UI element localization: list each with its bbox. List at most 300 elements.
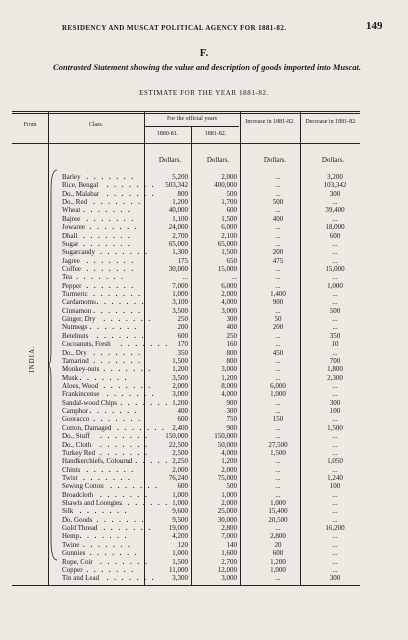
row-class-label: Do., Cloth — [62, 440, 92, 449]
unit-col-1: Dollars. — [158, 156, 182, 164]
row-value-1880-81: 40,000 — [168, 206, 188, 215]
row-decrease: 600 — [329, 231, 341, 240]
row-decrease: ... — [332, 549, 338, 558]
row-decrease: ... — [332, 323, 338, 332]
row-decrease: ... — [332, 507, 338, 516]
row-value-1880-81: 2,400 — [172, 423, 188, 432]
row-increase: ... — [275, 281, 281, 290]
row-increase: 15,400 — [268, 507, 288, 516]
leader-dots: . . . . . . . — [83, 473, 132, 482]
row-value-1880-81: 7,000 — [172, 281, 188, 290]
row-class-label: Sandal-wood Chips — [62, 398, 118, 407]
row-value-1880-81: 600 — [177, 415, 188, 424]
row-decrease: ... — [332, 465, 338, 474]
row-increase: 1,200 — [270, 557, 286, 566]
row-class-label: Gold Thread — [62, 524, 98, 533]
row-increase: 1,000 — [270, 565, 286, 574]
row-class-label: Nutmegs — [62, 323, 88, 332]
row-class-label: Do., Stuff — [62, 432, 90, 441]
row-value-1881-82: 750 — [226, 415, 237, 424]
row-value-1881-82: 75,000 — [217, 473, 237, 482]
row-decrease: 15,000 — [325, 264, 345, 273]
row-class-label: Aloes, Wood — [62, 382, 99, 390]
section-letter: F. — [199, 47, 209, 59]
row-value-1881-82: 65,000 — [217, 239, 237, 248]
row-decrease: 1,000 — [327, 281, 343, 290]
row-value-1881-82: 600 — [226, 206, 237, 215]
leader-dots: . . . . . . . — [100, 557, 149, 566]
row-class-label: Cinnamon — [62, 306, 92, 315]
row-value-1880-81: 1,500 — [172, 557, 188, 566]
row-increase: 450 — [272, 348, 284, 357]
row-value-1881-82: 25,000 — [217, 507, 237, 516]
row-increase: 2,800 — [270, 532, 286, 541]
row-decrease: 1,500 — [327, 423, 343, 432]
row-decrease: ... — [332, 214, 338, 223]
unit-col-2: Dollars. — [206, 156, 230, 164]
row-increase: 20,500 — [268, 515, 288, 524]
row-increase: ... — [275, 356, 281, 365]
leader-dots: . . . . . . . — [120, 499, 170, 508]
leader-dots: . . . . . . . — [106, 574, 156, 583]
row-class-label: Cardamoms — [62, 298, 96, 307]
row-decrease: ... — [332, 390, 338, 399]
row-value-1880-81: 400 — [177, 407, 188, 416]
row-value-1881-82: 2,000 — [221, 499, 237, 508]
row-increase: ... — [275, 524, 281, 533]
row-increase: 500 — [272, 198, 284, 207]
row-class-label: Cocoanuts, Fresh — [62, 340, 111, 349]
row-decrease: 2,300 — [327, 373, 343, 382]
row-class-label: Rope, Coir — [62, 557, 93, 566]
row-class-label: Jowaree — [62, 223, 85, 232]
row-decrease: ... — [332, 490, 338, 499]
row-decrease: ... — [332, 540, 338, 549]
row-class-label: Gooracco — [62, 415, 90, 424]
row-class-label: Sugar — [62, 239, 79, 248]
row-decrease: ... — [332, 248, 338, 257]
row-increase: ... — [275, 423, 281, 432]
row-value-1880-81: 1,000 — [172, 549, 188, 558]
row-value-1881-82: 7,000 — [221, 532, 237, 541]
row-increase: ... — [275, 331, 281, 340]
row-value-1880-81: 1,300 — [172, 248, 188, 257]
row-class-label: Do. Goods — [62, 515, 93, 524]
row-value-1881-82: 3,000 — [221, 306, 237, 315]
row-decrease: ... — [332, 298, 338, 307]
leader-dots: . . . . . . . — [93, 348, 142, 357]
table-top-rule — [12, 111, 360, 112]
row-class-label: Jagree — [62, 256, 80, 265]
row-decrease: 500 — [329, 306, 341, 315]
row-value-1881-82: 300 — [226, 407, 237, 416]
leader-dots: . . . . . . . — [100, 248, 149, 257]
row-value-1881-82: 250 — [226, 331, 237, 340]
leader-dots: . . . . . . . — [106, 181, 156, 190]
row-value-1880-81: 1,000 — [172, 290, 188, 299]
row-increase: ... — [275, 407, 281, 416]
row-value-1880-81: 24,000 — [168, 223, 188, 232]
row-value-1880-81: 4,200 — [172, 532, 188, 541]
row-value-1881-82: 150,000 — [214, 432, 237, 441]
row-value-1881-82: 8,000 — [221, 382, 237, 390]
row-class-label: Tin and Lead — [62, 574, 100, 583]
row-value-1880-81: 2,000 — [172, 465, 188, 474]
row-decrease: ... — [332, 557, 338, 566]
row-increase: 200 — [272, 323, 284, 332]
row-increase: 600 — [272, 549, 284, 558]
row-value-1880-81: 800 — [177, 189, 188, 198]
row-class-label: Wheat — [62, 206, 81, 215]
row-class-label: Musk — [62, 373, 78, 382]
row-decrease: 1,240 — [327, 473, 343, 482]
table-top-rule-double — [12, 113, 360, 114]
row-decrease: 1,800 — [327, 365, 343, 374]
row-value-1881-82: 2,100 — [221, 231, 237, 240]
row-value-1881-82: 6,000 — [221, 281, 237, 290]
leader-dots: . . . . . . . — [93, 290, 142, 299]
row-decrease: 3,200 — [327, 173, 343, 181]
row-decrease: ... — [332, 348, 338, 357]
row-increase: 1,500 — [270, 448, 286, 457]
row-value-1881-82: 1,700 — [221, 198, 237, 207]
row-class-label: Monkey-nuts — [62, 365, 100, 374]
row-decrease: 103,342 — [323, 181, 347, 190]
row-increase: ... — [275, 206, 281, 215]
row-value-1880-81: 175 — [177, 256, 188, 265]
row-increase: ... — [275, 398, 281, 407]
leader-dots: . . . . . . . — [76, 273, 125, 282]
leader-dots: . . . . . . . — [106, 189, 156, 198]
row-value-1880-81: 350 — [177, 348, 188, 357]
row-value-1881-82: 1,200 — [221, 457, 237, 466]
leader-dots: . . . . . . . — [103, 524, 153, 533]
row-value-1880-81: 3,100 — [172, 298, 188, 307]
row-class-label: Broadcloth — [62, 490, 94, 499]
row-value-1881-82: 1,200 — [221, 373, 237, 382]
row-value-1881-82: 2,000 — [221, 173, 237, 181]
col-head-official-years: For the official years — [166, 116, 218, 122]
leader-dots: . . . . . . . — [86, 214, 136, 223]
row-value-1880-81: 3,000 — [172, 390, 188, 399]
row-increase: ... — [275, 189, 281, 198]
row-decrease: ... — [332, 415, 338, 424]
leader-dots: . . . . . . . — [96, 298, 146, 307]
row-value-1880-81: ... — [182, 273, 188, 282]
row-value-1880-81: 600 — [177, 331, 188, 340]
row-value-1881-82: 650 — [226, 256, 237, 265]
row-value-1881-82: 3,000 — [221, 574, 237, 583]
leader-dots: . . . . . . . — [86, 465, 136, 474]
row-increase: ... — [275, 231, 281, 240]
row-value-1880-81: 9,600 — [172, 507, 188, 516]
row-class-label: Cotton, Damaged — [62, 423, 112, 432]
row-class-label: Gunnies — [62, 549, 86, 558]
row-increase: ... — [275, 365, 281, 374]
leader-dots: . . . . . . . — [79, 373, 129, 382]
row-increase: ... — [275, 490, 281, 499]
leader-dots: . . . . . . . — [89, 223, 139, 232]
row-increase: 6,000 — [270, 382, 286, 390]
running-title: RESIDENCY AND MUSCAT POLITICAL AGENCY FOR 1881-82. — [62, 24, 287, 32]
row-value-1881-82: 50,000 — [217, 440, 237, 449]
row-value-1881-82: 1,500 — [221, 214, 237, 223]
leader-dots: . . . . . . . — [86, 173, 136, 181]
table-row — [0, 573, 408, 583]
row-class-label: Twist — [62, 473, 78, 482]
row-value-1881-82: 4,000 — [221, 390, 237, 399]
row-decrease: ... — [332, 440, 338, 449]
leader-dots: . . . . . . . — [83, 239, 132, 248]
leader-dots: . . . . . . . — [86, 264, 136, 273]
row-value-1881-82: 4,000 — [221, 448, 237, 457]
leader-dots: . . . . . . . — [100, 440, 149, 449]
row-decrease: 1,050 — [327, 457, 343, 466]
leader-dots: . . . . . . . — [93, 306, 142, 315]
leader-dots: . . . . . . . — [83, 231, 132, 240]
row-decrease: 300 — [329, 398, 341, 407]
row-value-1880-81: 2,700 — [172, 231, 188, 240]
row-value-1880-81: 76,240 — [168, 473, 188, 482]
row-increase: 150 — [272, 415, 284, 424]
leader-dots: . . . . . . . — [106, 390, 156, 399]
row-value-1880-81: 2,250 — [172, 457, 188, 466]
row-increase: ... — [275, 306, 281, 315]
row-class-label: Dhall — [62, 231, 78, 240]
row-value-1881-82: 12,000 — [217, 565, 237, 574]
row-value-1881-82: 6,000 — [221, 223, 237, 232]
row-value-1881-82: 1,600 — [221, 549, 237, 558]
row-value-1881-82: 500 — [226, 189, 237, 198]
leader-dots: . . . . . . . — [79, 532, 129, 541]
row-value-1881-82: 800 — [226, 348, 237, 357]
leader-dots: . . . . . . . — [100, 490, 149, 499]
row-value-1880-81: 600 — [177, 482, 188, 491]
row-increase: ... — [275, 482, 281, 491]
row-decrease: ... — [332, 515, 338, 524]
row-value-1881-82: 160 — [226, 340, 237, 349]
leader-dots: . . . . . . . — [93, 415, 142, 424]
row-decrease: 100 — [329, 482, 341, 491]
row-class-label: Do., Malabar — [62, 189, 100, 198]
row-increase: 1,400 — [270, 290, 286, 299]
row-value-1881-82: 140 — [226, 540, 237, 549]
row-increase: ... — [275, 457, 281, 466]
row-value-1880-81: 1,000 — [172, 499, 188, 508]
row-class-label: Betelnuts — [62, 331, 89, 340]
leader-dots: . . . . . . . — [103, 315, 153, 324]
row-value-1880-81: 65,000 — [168, 239, 188, 248]
row-increase: 50 — [274, 315, 282, 324]
row-value-1881-82: 800 — [226, 356, 237, 365]
row-value-1880-81: 250 — [177, 315, 188, 324]
row-increase: ... — [275, 432, 281, 441]
row-value-1880-81: 1,200 — [172, 365, 188, 374]
row-increase: 200 — [272, 248, 284, 257]
row-value-1881-82: 2,700 — [221, 557, 237, 566]
row-value-1881-82: 400 — [226, 323, 237, 332]
row-increase: ... — [275, 473, 281, 482]
row-decrease: 10 — [331, 340, 339, 349]
leader-dots: . . . . . . . — [89, 323, 139, 332]
row-class-label: Tamarind — [62, 356, 89, 365]
region-label: INDIA. — [28, 345, 36, 373]
row-class-label: Ginger, Dry — [62, 315, 96, 324]
leader-dots: . . . . . . . — [110, 482, 159, 491]
row-increase: ... — [275, 373, 281, 382]
row-increase: ... — [275, 181, 281, 190]
row-class-label: Do., Red — [62, 198, 88, 207]
row-class-label: Chints — [62, 465, 81, 474]
row-class-label: Barley — [62, 173, 81, 181]
row-class-label: Camphor — [62, 407, 89, 416]
row-increase: ... — [275, 264, 281, 273]
row-class-label: Bajree — [62, 214, 81, 223]
leader-dots: . . . . . . . — [86, 565, 136, 574]
row-class-label: Twine — [62, 540, 80, 549]
row-value-1880-81: 3,300 — [172, 574, 188, 583]
row-decrease: ... — [332, 565, 338, 574]
row-value-1880-81: 1,200 — [172, 398, 188, 407]
leader-dots: . . . . . . . — [120, 457, 170, 466]
row-class-label: Copper — [62, 565, 83, 574]
row-class-label: Turmeric — [62, 290, 88, 299]
row-decrease: ... — [332, 499, 338, 508]
leader-dots: . . . . . . . — [96, 331, 146, 340]
col-head-from: From — [23, 122, 37, 128]
row-value-1881-82: 900 — [226, 423, 237, 432]
leader-dots: . . . . . . . — [79, 507, 129, 516]
row-value-1881-82: 1,000 — [221, 490, 237, 499]
row-increase: ... — [275, 223, 281, 232]
row-increase: ... — [275, 465, 281, 474]
header-bottom-rule — [12, 143, 360, 144]
row-increase: 900 — [272, 298, 284, 307]
row-increase: 400 — [272, 214, 284, 223]
row-decrease: 700 — [329, 356, 341, 365]
estimate-heading: ESTIMATE FOR THE YEAR 1881-82. — [139, 89, 269, 97]
row-class-label: Rice, Bengal — [62, 181, 99, 190]
row-value-1880-81: 170 — [177, 340, 188, 349]
row-value-1881-82: 400,000 — [214, 181, 237, 190]
row-value-1880-81: 1,200 — [172, 198, 188, 207]
row-value-1881-82: 900 — [226, 398, 237, 407]
row-decrease: 300 — [329, 189, 341, 198]
row-decrease: ... — [332, 198, 338, 207]
row-increase: 20 — [274, 540, 282, 549]
unit-col-4: Dollars. — [321, 156, 345, 164]
leader-dots: . . . . . . . — [93, 356, 142, 365]
row-value-1880-81: 19,000 — [168, 524, 188, 533]
unit-col-3: Dollars. — [263, 156, 287, 164]
row-decrease: ... — [332, 273, 338, 282]
leader-dots: . . . . . . . — [96, 515, 146, 524]
row-class-label: Tea — [62, 273, 73, 282]
table-caption: Contrasted Statement showing the value and description of goods imported into Muscat. — [53, 62, 361, 72]
row-decrease: ... — [332, 448, 338, 457]
leader-dots: . . . . . . . — [83, 206, 132, 215]
leader-dots: . . . . . . . — [117, 423, 166, 432]
row-increase: 1,000 — [270, 390, 286, 399]
row-value-1880-81: 3,500 — [172, 373, 188, 382]
row-value-1881-82: 2,800 — [221, 524, 237, 533]
leader-dots: . . . . . . . — [93, 198, 142, 207]
col-head-class: Class. — [88, 122, 104, 128]
row-increase: 1,000 — [270, 499, 286, 508]
row-value-1880-81: 5,200 — [172, 173, 188, 181]
row-value-1880-81: 22,500 — [168, 440, 188, 449]
row-value-1880-81: 503,342 — [165, 181, 188, 190]
leader-dots: . . . . . . . — [103, 382, 153, 390]
row-decrease: ... — [332, 382, 338, 390]
row-value-1881-82: 4,000 — [221, 298, 237, 307]
row-value-1880-81: 11,000 — [169, 565, 188, 574]
row-value-1880-81: 2,500 — [172, 448, 188, 457]
row-value-1881-82: 30,000 — [217, 515, 237, 524]
row-value-1881-82: 500 — [226, 482, 237, 491]
row-class-label: Silk — [62, 507, 74, 516]
row-decrease: 18,000 — [325, 223, 345, 232]
row-value-1881-82: 15,000 — [217, 264, 237, 273]
row-increase: ... — [275, 173, 281, 181]
row-decrease: 16,200 — [325, 524, 345, 533]
leader-dots: . . . . . . . — [100, 448, 149, 457]
row-increase: 27,500 — [268, 440, 288, 449]
page-number: 149 — [366, 20, 383, 32]
row-class-label: Pepper — [62, 281, 82, 290]
row-value-1880-81: 1,500 — [172, 356, 188, 365]
row-value-1881-82: 300 — [226, 315, 237, 324]
row-increase: ... — [275, 273, 281, 282]
row-decrease: ... — [332, 290, 338, 299]
row-class-label: Do., Dry — [62, 348, 87, 357]
leader-dots: . . . . . . . — [89, 549, 139, 558]
leader-dots: . . . . . . . — [100, 432, 149, 441]
leader-dots: . . . . . . . — [103, 365, 153, 374]
col-head-year-2: 1881-82. — [204, 131, 227, 137]
row-decrease: 39,400 — [325, 206, 345, 215]
row-value-1880-81: 3,500 — [172, 306, 188, 315]
row-decrease: 350 — [329, 331, 341, 340]
leader-dots: . . . . . . . — [86, 281, 136, 290]
row-decrease: ... — [332, 315, 338, 324]
col-head-increase: Increase in 1881-82. — [245, 119, 295, 125]
leader-dots: . . . . . . . — [89, 407, 139, 416]
row-value-1880-81: 1,100 — [172, 214, 188, 223]
row-value-1880-81: 150,000 — [165, 432, 188, 441]
row-value-1880-81: 9,500 — [172, 515, 188, 524]
col-head-decrease: Decrease in 1881-82. — [305, 119, 357, 125]
leader-dots: . . . . . . . — [120, 340, 170, 349]
row-class-label: Turkey Red — [62, 448, 95, 457]
row-value-1880-81: 30,000 — [168, 264, 188, 273]
row-decrease: ... — [332, 256, 338, 265]
row-decrease: ... — [332, 532, 338, 541]
row-increase: ... — [275, 574, 281, 583]
row-value-1881-82: 2,000 — [221, 465, 237, 474]
row-increase: ... — [275, 239, 281, 248]
row-value-1880-81: 2,000 — [172, 382, 188, 390]
row-decrease: 100 — [329, 407, 341, 416]
table-bottom-rule — [12, 585, 360, 586]
col-head-year-1: 1880-81. — [156, 131, 179, 137]
row-value-1880-81: 1,000 — [172, 490, 188, 499]
leader-dots: . . . . . . . — [86, 256, 136, 265]
row-class-label: Hemp — [62, 532, 80, 541]
row-class-label: Handkerchiefs, Coloured — [62, 457, 133, 466]
row-class-label: Coffee — [62, 264, 81, 273]
row-class-label: Frankincense — [62, 390, 100, 399]
